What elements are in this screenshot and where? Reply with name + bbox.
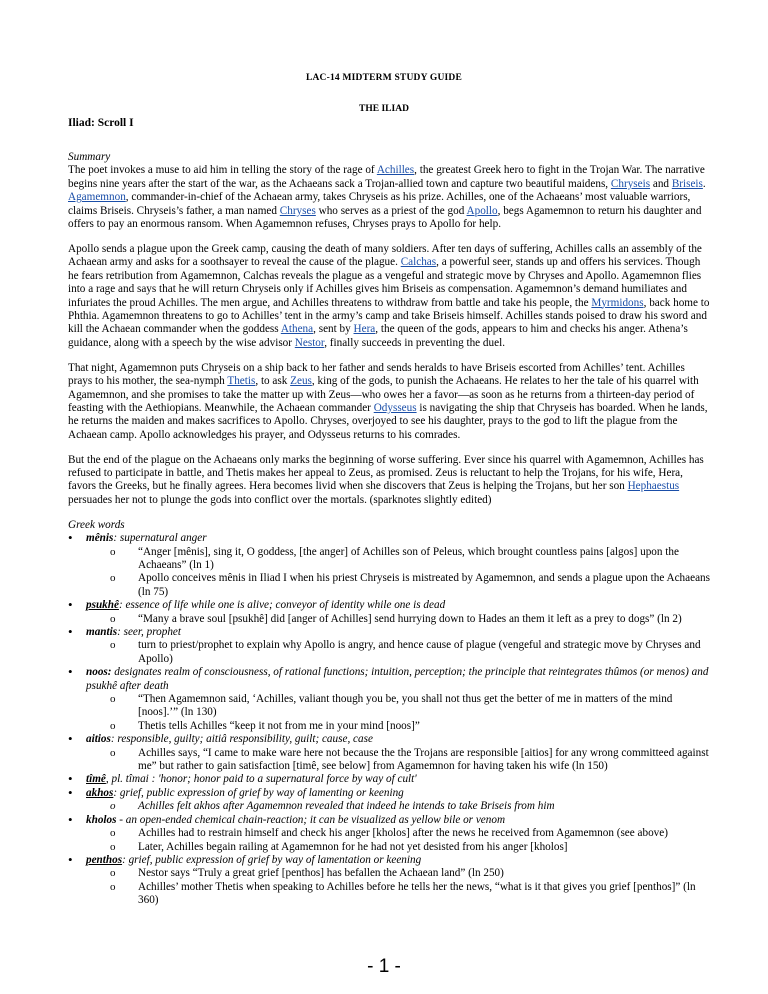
greek-word-item xyxy=(68,814,710,854)
greek-word-item xyxy=(68,733,710,773)
greek-words-label: Greek words xyxy=(68,518,125,531)
summary-paragraph-1: The poet invokes a muse to aid him in telling the story of the rage of Achilles, the greatest Greek hero to fight in the Trojan War. The narrative begins nine years after the start of the war, as the Achaeans sack a Trojan-allied town and capture two beautiful maidens, Chryseis and Briseis. Agamemnon, commander-in-chief of the Achaean army, takes Chryseis as his prize. Achilles, one of the Achaeans’ most valuable warriors, claims Briseis. Chryseis’s father, a man named Chryses who serves as a priest of the god Apollo, begs Agamemnon to return his daughter and offers to pay an enormous ransom. When Agamemnon refuses, Chryses prays to Apollo for help. xyxy=(68,164,706,231)
greek-word-notes xyxy=(86,747,710,774)
greek-word-notes xyxy=(86,546,710,600)
link-apollo[interactable]: Apollo xyxy=(466,204,498,217)
greek-word-note: o Later, Achilles begain railing at Agamemnon for he had not yet desisted from his anger [kholos] xyxy=(106,841,710,854)
greek-word-note: o Nestor says “Truly a great grief [penthos] has befallen the Achaean land” (ln 250) xyxy=(106,867,710,880)
greek-word-item xyxy=(68,854,710,908)
link-achilles[interactable]: Achilles xyxy=(376,164,415,177)
link-thetis[interactable]: Thetis xyxy=(227,375,256,388)
scroll-heading: Iliad: Scroll I xyxy=(68,117,134,129)
greek-word-note: o Achilles felt akhos after Agamemnon revealed that indeed he intends to take Briseis from him xyxy=(106,800,710,813)
page-number: - 1 - xyxy=(367,956,401,977)
summary-paragraph-2: Apollo sends a plague upon the Greek camp, causing the death of many soldiers. After ten days of suffering, Achilles calls an assembly of the Achaean army and asks for a soothsayer to reveal the cause of the plague. Calchas, a powerful seer, stands up and offers his services. Though he fears retribution from Agamemnon, Calchas reveals the plague as a vengeful and strategic move by Chryses and Apollo. Agamemnon flies into a rage and says that he will return Chryseis only if Achilles gives him Briseis as compensation. Agamemnon’s demand humiliates and infuriates the proud Achilles. The men argue, and Achilles threatens to withdraw from battle and take his people, the Myrmidons, back home to Phthia. Agamemnon threatens to go to Achilles’ tent in the army’s camp and take Briseis himself. Achilles stands poised to draw his sword and kill the Achaean commander when the goddess Athena, sent by Hera, the queen of the gods, appears to him and checks his anger. Athena’s guidance, along with a speech by the wise advisor Nestor, finally succeeds in preventing the duel. xyxy=(68,242,710,349)
greek-term: mantis xyxy=(86,626,118,638)
greek-term: mênis xyxy=(86,532,114,545)
greek-word-notes xyxy=(86,693,710,733)
greek-word-note: o Achilles had to restrain himself and check his anger [kholos] after the news he received from Agamemnon (see above) xyxy=(106,827,710,840)
link-hera[interactable]: Hera xyxy=(353,323,376,336)
greek-word-notes xyxy=(86,867,710,907)
section-title: THE ILIAD xyxy=(359,104,409,114)
greek-word-note: o Achilles says, “I came to make ware here not because the the Trojans are responsible [aitios] for any wrong committeed against me” but rather to gain satisfaction [timê, see below] from Agamemnon for having taken his wife (ln 150) xyxy=(106,747,710,774)
greek-words-list xyxy=(68,532,710,907)
greek-definition: : supernatural anger xyxy=(113,532,207,545)
summary-paragraph-3: That night, Agamemnon puts Chryseis on a ship back to her father and sends heralds to have Briseis escorted from Achilles’ tent. Achilles prays to his mother, the sea-nymph Thetis, to ask Zeus, king of the gods, to punish the Achaeans. He relates to her the tale of his quarrel with Agamemnon, and she promises to take the matter up with Zeus—who owes her a favor—as soon as he returns from a thirteen-day period of feasting with the Aethiopians. Meanwhile, the Achaean commander Odysseus is navigating the ship that Chryseis has boarded. When he lands, he returns the maiden and makes sacrifices to Apollo. Chryses, overjoyed to see his daughter, prays to the god to lift the plague from the Achaean camp. Apollo acknowledges his prayer, and Odysseus returns to his comrades. xyxy=(68,361,708,441)
greek-term: kholos xyxy=(86,813,117,826)
document-title: LAC-14 MIDTERM STUDY GUIDE xyxy=(305,73,463,83)
greek-term: tîmê xyxy=(86,773,106,786)
greek-word-note: o “Anger [mênis], sing it, O goddess, [the anger] of Achilles son of Peleus, which brought countless pains [algos] upon the Achaeans” (ln 1) xyxy=(106,546,710,573)
greek-word-item xyxy=(68,532,710,599)
link-chryseis[interactable]: Chryseis xyxy=(610,177,651,190)
greek-word-note: o “Then Agamemnon said, ‘Achilles, valiant though you be, you shall not thus get the better of me in matters of the mind [noos].’” (ln 130) xyxy=(106,693,710,720)
greek-definition: : essence of life while one is alive; conveyor of identity while one is dead xyxy=(118,599,446,612)
greek-word-note: o turn to priest/prophet to explain why Apollo is angry, and hence cause of plague (vengeful and strategic move by Chryses and Apollo) xyxy=(106,639,710,666)
greek-word-item xyxy=(68,666,710,733)
greek-term: noos: xyxy=(86,666,112,679)
link-calchas[interactable]: Calchas xyxy=(400,256,437,269)
greek-definition: : grief, public expression of grief by way of lamenting or keening xyxy=(113,786,404,799)
greek-definition: : responsible, guilty; aitiâ responsibility, guilt; cause, case xyxy=(110,733,373,746)
greek-definition: - an open-ended chemical chain-reaction; it can be visualized as yellow bile or venom xyxy=(116,813,506,826)
link-agamemnon[interactable]: Agamemnon xyxy=(68,191,126,204)
greek-definition: designates realm of consciousness, of rational functions; intuition, perception; the principle that reintegrates thûmos (or menos) and psukhê after death xyxy=(86,666,709,692)
link-nestor[interactable]: Nestor xyxy=(294,336,325,349)
greek-term: aitios xyxy=(86,733,111,746)
link-athena[interactable]: Athena xyxy=(280,323,314,336)
greek-term: penthos xyxy=(86,853,123,866)
greek-definition: , pl. tîmai : 'honor; honor paid to a supernatural force by way of cult' xyxy=(105,773,417,786)
link-hephaestus[interactable]: Hephaestus xyxy=(627,480,680,493)
greek-term: psukhê xyxy=(86,599,119,612)
greek-term: akhos xyxy=(86,786,114,799)
link-chryses[interactable]: Chryses xyxy=(279,204,316,217)
greek-word-notes xyxy=(86,639,710,666)
greek-word-note: o Achilles’ mother Thetis when speaking to Achilles before he tells her the news, “what is it that gives you grief [penthos]” (ln 360) xyxy=(106,881,710,908)
greek-word-note: o Apollo conceives mênis in Iliad I when his priest Chryseis is mistreated by Agamemnon, and sends a plague upon the Achaeans (ln 75) xyxy=(106,572,710,599)
greek-definition: : seer, prophet xyxy=(117,626,181,638)
summary-paragraph-4: But the end of the plague on the Achaeans only marks the beginning of worse suffering. Ever since his quarrel with Agamemnon, Achilles has refused to participate in battle, and Thetis makes her appeal to Zeus, as promised. Zeus is reluctant to help the Trojans, for his wife, Hera, favors the Greeks, but he finally agrees. Hera becomes livid when she discovers that Zeus is helping the Trojans, but her son Hephaestus persuades her not to plunge the gods into conflict over the mortals. (sparknotes slightly edited) xyxy=(68,453,704,506)
link-briseis[interactable]: Briseis xyxy=(671,177,703,190)
greek-word-notes xyxy=(86,827,710,854)
link-zeus[interactable]: Zeus xyxy=(290,375,312,388)
greek-word-notes xyxy=(86,800,710,813)
document-body xyxy=(68,151,710,908)
greek-definition: : grief, public expression of grief by way of lamentation or keening xyxy=(122,853,422,866)
greek-word-item xyxy=(68,773,710,786)
greek-word-item xyxy=(68,626,710,666)
link-myrmidons[interactable]: Myrmidons xyxy=(591,296,644,309)
greek-word-notes xyxy=(86,613,710,626)
summary-label: Summary xyxy=(68,151,111,163)
greek-word-note: o Thetis tells Achilles “keep it not from me in your mind [noos]” xyxy=(106,720,710,733)
greek-word-note: o “Many a brave soul [psukhê] did [anger of Achilles] send hurrying down to Hades an them it left as a prey to dogs” (ln 2) xyxy=(106,613,710,626)
link-odysseus[interactable]: Odysseus xyxy=(373,401,417,414)
greek-word-item xyxy=(68,787,710,814)
greek-word-item xyxy=(68,599,710,626)
